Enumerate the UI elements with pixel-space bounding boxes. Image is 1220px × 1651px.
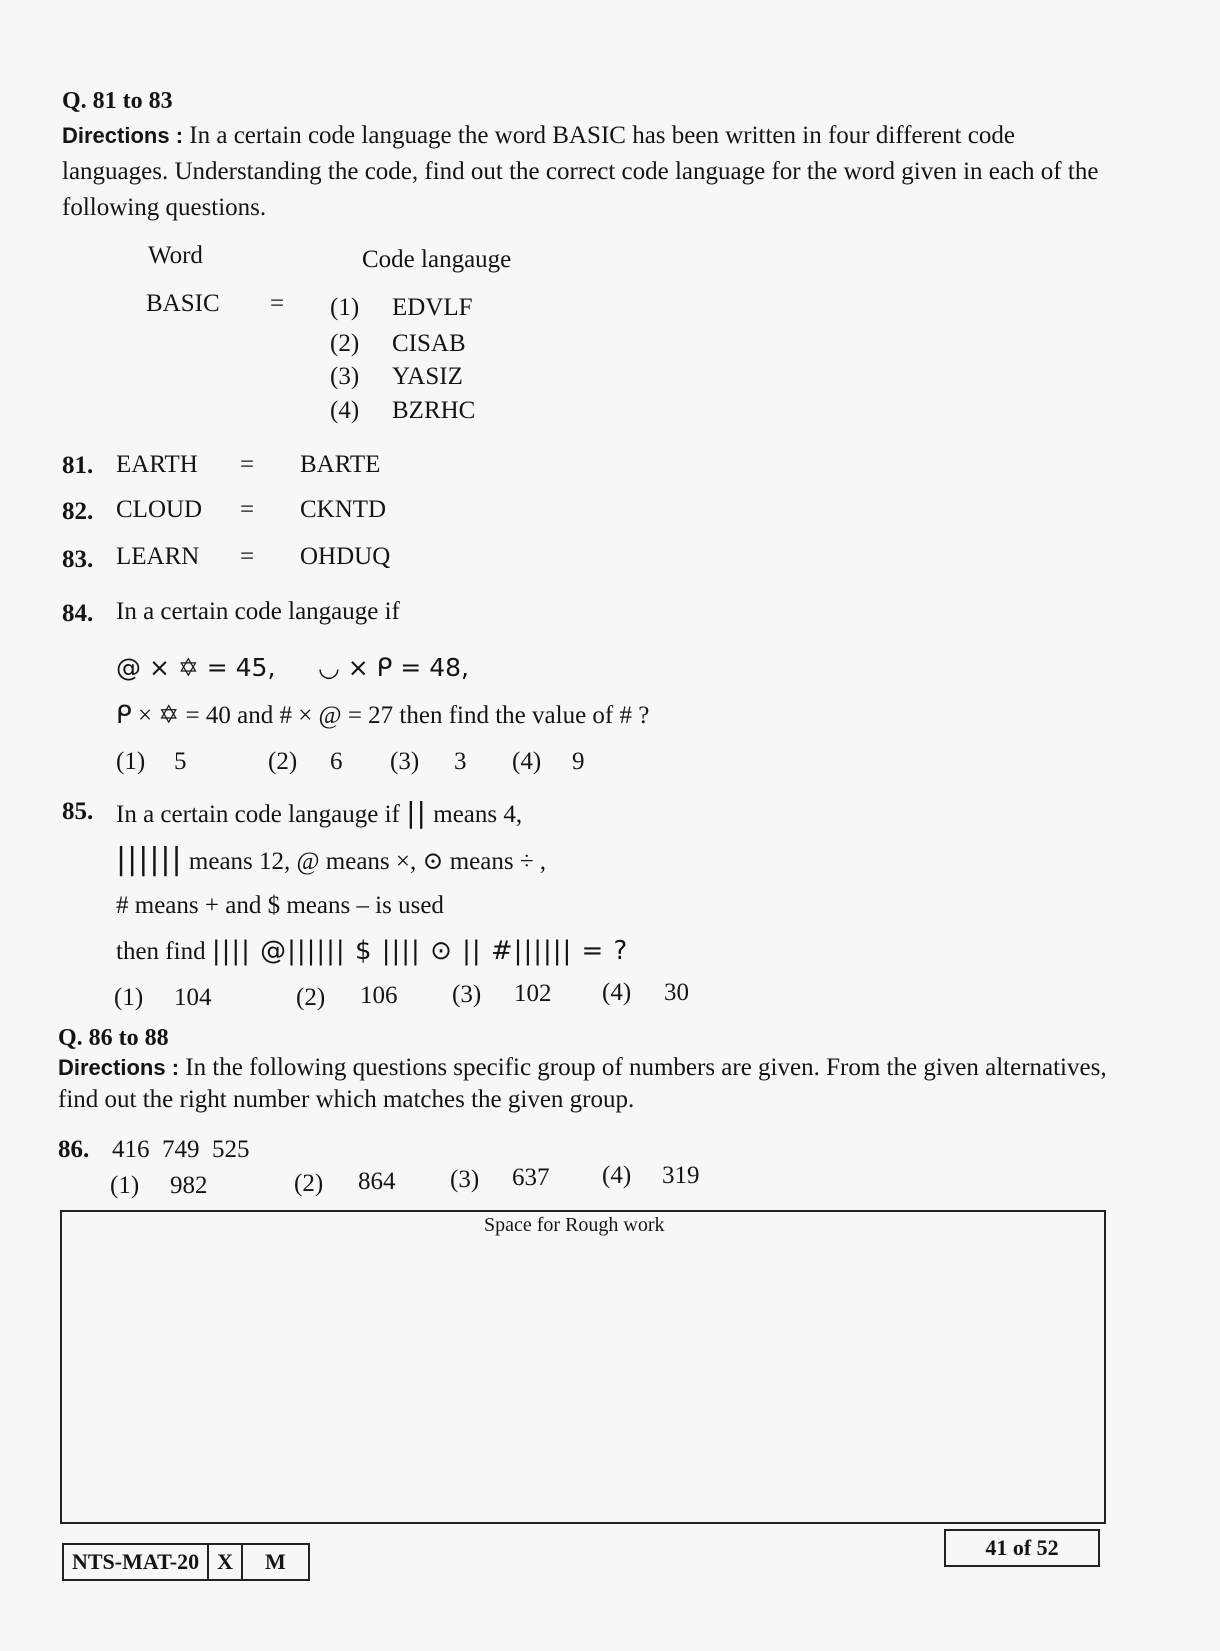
q82-equals: = <box>240 496 255 523</box>
example-word: BASIC <box>146 290 220 317</box>
q81-number: 81. <box>62 452 94 479</box>
q86-option-4-num: (4) <box>602 1162 632 1189</box>
section-heading-81-83: Q. 81 to 83 <box>62 88 173 114</box>
q85-option-1: 104 <box>174 984 212 1011</box>
q86-number: 86. <box>58 1136 90 1163</box>
code-option-3: YASIZ <box>392 363 463 390</box>
directions-label-2: Directions : <box>58 1055 180 1080</box>
directions-text: In a certain code language the word BASIC has been written in four different code languages. Understanding the code, find out the correct code language for the word given in each of the following questions. <box>62 122 1099 221</box>
code-option-1-num: (1) <box>330 294 360 321</box>
code-header: Code langauge <box>362 246 512 273</box>
q83-number: 83. <box>62 546 94 573</box>
q84-number: 84. <box>62 600 94 627</box>
q85-line2-text: means 12, @ means ×, ⊙ means ÷ , <box>188 848 547 875</box>
q85-line-3: # means + and $ means – is used <box>116 892 444 919</box>
q82-word: CLOUD <box>116 496 203 523</box>
example-equals: = <box>270 290 285 317</box>
q85-number: 85. <box>62 798 94 825</box>
rough-work-box <box>60 1210 1106 1524</box>
q84-option-2: 6 <box>330 748 343 775</box>
q85-line-2 <box>116 842 546 877</box>
q85-option-3-num: (3) <box>452 981 482 1008</box>
directions-label: Directions : <box>62 123 184 148</box>
q86-option-2: 864 <box>358 1168 396 1195</box>
q85-option-3: 102 <box>514 980 552 1007</box>
footer-variant: M <box>265 1549 286 1574</box>
q85-option-4: 30 <box>664 979 689 1006</box>
q84-option-2-num: (2) <box>268 748 298 775</box>
rough-work-label: Space for Rough work <box>484 1214 665 1236</box>
footer-paper-code <box>62 1543 310 1581</box>
q84-option-3: 3 <box>454 748 467 775</box>
q84-equation-1b: ◡ × ᑭ = 48, <box>318 653 469 682</box>
word-header: Word <box>148 242 203 269</box>
q85-line-4 <box>116 936 628 966</box>
q84-equation-1a: @ × ✡ = 45, <box>116 653 276 682</box>
q86-option-3-num: (3) <box>450 1166 480 1193</box>
footer-set: X <box>209 1545 243 1579</box>
code-option-4-num: (4) <box>330 397 360 424</box>
code-option-1: EDVLF <box>392 294 473 321</box>
code-option-2-num: (2) <box>330 330 360 357</box>
q82-code: CKNTD <box>300 496 387 523</box>
q85-option-2-num: (2) <box>296 984 326 1011</box>
q84-option-1: 5 <box>174 748 187 775</box>
directions-text-2: In the following questions specific group of numbers are given. From the given alternatives, find out the right number which matches the given group. <box>58 1054 1107 1113</box>
code-option-3-num: (3) <box>330 363 360 390</box>
q85-option-1-num: (1) <box>114 984 144 1011</box>
q85-bars-2: || <box>406 796 427 829</box>
q85-option-2: 106 <box>360 982 398 1009</box>
q81-word: EARTH <box>116 451 198 478</box>
code-option-2: CISAB <box>392 330 466 357</box>
q86-option-4: 319 <box>662 1162 700 1189</box>
q84-option-3-num: (3) <box>390 748 420 775</box>
q84-text: In a certain code langauge if <box>116 598 400 625</box>
q84-option-1-num: (1) <box>116 748 146 775</box>
q85-bars-6: |||||| <box>116 842 183 877</box>
q86-group: 416 749 525 <box>112 1136 250 1163</box>
q85-line-1 <box>116 796 522 829</box>
q85-option-4-num: (4) <box>602 979 632 1006</box>
q83-word: LEARN <box>116 543 200 570</box>
q84-option-4-num: (4) <box>512 748 542 775</box>
directions-81-83 <box>62 118 1112 226</box>
q85-expression: |||| @|||||| $ |||| ⊙ || #|||||| = ? <box>211 936 629 966</box>
directions-86-88 <box>58 1052 1108 1116</box>
section-heading-86-88: Q. 86 to 88 <box>58 1025 169 1051</box>
q85-text-a: In a certain code langauge if <box>116 801 400 828</box>
q83-code: OHDUQ <box>300 543 391 570</box>
q84-equation-2: ᑭ × ✡ = 40 and # × @ = 27 then find the value of # ? <box>116 702 650 729</box>
q86-option-1: 982 <box>170 1172 208 1199</box>
q82-number: 82. <box>62 498 94 525</box>
q83-equals: = <box>240 543 255 570</box>
q86-option-3: 637 <box>512 1164 550 1191</box>
q81-equals: = <box>240 451 255 478</box>
q85-then-find: then find <box>116 938 206 965</box>
q86-option-1-num: (1) <box>110 1172 140 1199</box>
footer-code: NTS-MAT-20 <box>64 1545 209 1579</box>
q84-option-4: 9 <box>572 748 585 775</box>
page-number: 41 of 52 <box>944 1529 1100 1567</box>
q81-code: BARTE <box>300 451 381 478</box>
code-option-4: BZRHC <box>392 397 476 424</box>
q85-text-b: means 4, <box>433 801 523 828</box>
q86-option-2-num: (2) <box>294 1170 324 1197</box>
